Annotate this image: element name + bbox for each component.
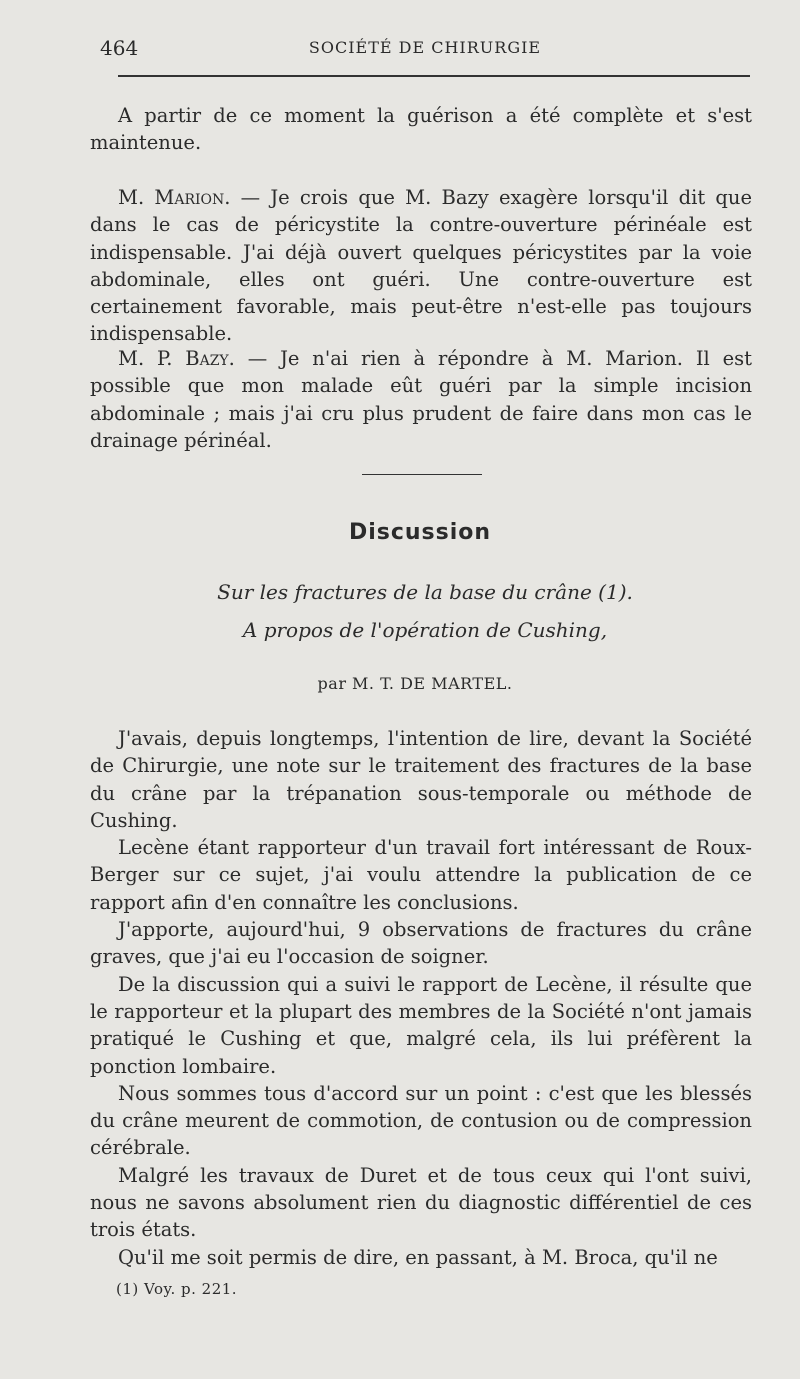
paragraph-bazy bbox=[90, 345, 752, 454]
page-header bbox=[100, 36, 750, 66]
paragraph-1 bbox=[90, 102, 752, 157]
header-rule bbox=[118, 75, 750, 77]
section-heading: Discussion bbox=[348, 520, 492, 545]
paragraph-text: — Je n'ai rien à répondre à M. Marion. Il est possible que mon malade eût guéri par la simple incision abdominale ; mais j'ai cru plus prudent de faire dans mon cas le drainage périnéal. bbox=[90, 347, 753, 452]
body-paragraph: Nous sommes tous d'accord sur un point : c'est que les blessés du crâne meurent de commotion, de contusion ou de compression cérébrale. bbox=[90, 1081, 752, 1160]
running-title: SOCIÉTÉ DE CHIRURGIE bbox=[308, 38, 542, 57]
body-paragraph: J'avais, depuis longtemps, l'intention de lire, devant la Société de Chirurgie, une note sur le traitement des fractures de la base du crâne par la trépanation sous-temporale ou méthode de Cushing. bbox=[90, 727, 752, 832]
speaker-name: M. P. Bazy. bbox=[118, 347, 235, 370]
paragraph-text: A partir de ce moment la guérison a été complète et s'est maintenue. bbox=[90, 104, 752, 155]
footnote: (1) Voy. p. 221. bbox=[116, 1280, 238, 1298]
article-title: Sur les fractures de la base du crâne (1). bbox=[217, 580, 633, 604]
body-paragraph: Lecène étant rapporteur d'un travail fort intéressant de Roux-Berger sur ce sujet, j'ai voulu attendre la publication de ce rapport afin d'en connaître les conclusions. bbox=[90, 836, 752, 914]
body-paragraph: J'apporte, aujourd'hui, 9 observations de fractures du crâne graves, que j'ai eu l'occasion de soigner. bbox=[90, 918, 752, 969]
section-divider bbox=[362, 474, 482, 475]
author-byline: par M. T. DE MARTEL. bbox=[317, 674, 513, 693]
body-paragraph: De la discussion qui a suivi le rapport de Lecène, il résulte que le rapporteur et la plupart des membres de la Société n'ont jamais pratiqué le Cushing et que, malgré cela, ils lui préfèrent la ponction lombaire. bbox=[90, 972, 752, 1078]
paragraph-marion bbox=[90, 184, 752, 348]
body-paragraph: Malgré les travaux de Duret et de tous ceux qui l'ont suivi, nous ne savons absolument rien du diagnostic différentiel de ces trois états. bbox=[90, 1163, 752, 1242]
body-paragraph: Qu'il me soit permis de dire, en passant, à M. Broca, qu'il ne bbox=[118, 1245, 718, 1269]
article-subtitle: A propos de l'opération de Cushing, bbox=[242, 618, 608, 642]
paragraph-text: — Je crois que M. Bazy exagère lorsqu'il dit que dans le cas de péricystite la contre-ouverture périnéale est indispensable. J'ai déjà ouvert quelques péricystites par la voie abdominale, elles ont guéri. Une contre-ouverture est certainement favorable, mais peut-être n'est-elle pas toujours indispensable. bbox=[90, 186, 752, 346]
speaker-name: M. Marion. bbox=[118, 186, 231, 209]
page-number: 464 bbox=[100, 36, 139, 60]
article-body bbox=[90, 725, 752, 1271]
